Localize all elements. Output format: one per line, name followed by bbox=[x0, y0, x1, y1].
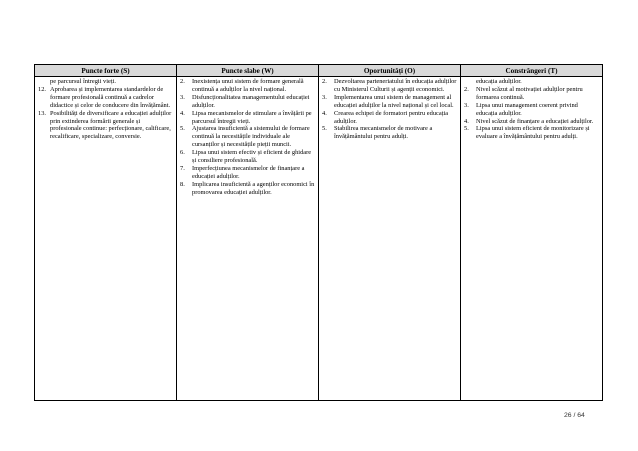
item-number: 4. bbox=[180, 109, 185, 117]
item-number: 3. bbox=[180, 93, 185, 101]
header-opportunities: Oportunități (O) bbox=[319, 65, 461, 77]
item-text: Dezvoltarea parteneriatului în educația adulților cu Ministerul Culturii și agenții economici. bbox=[334, 78, 457, 93]
threats-continuation: educația adulților. bbox=[476, 78, 522, 85]
strengths-cell bbox=[35, 77, 177, 401]
list-item bbox=[180, 181, 315, 197]
item-number: 8. bbox=[180, 180, 185, 188]
item-number: 12. bbox=[38, 85, 46, 93]
header-threats: Constrângeri (T) bbox=[461, 65, 603, 77]
item-text: Posibilități de diversificare a educației adulților prin extinderea formării generale și profesionale continue: perfecționare, calificare, recalificare, specializare, conversie. bbox=[50, 109, 172, 141]
header-weaknesses: Puncte slabe (W) bbox=[177, 65, 319, 77]
item-text: Aprobarea și implementarea standardelor de formare profesională continuă a cadrelor didactice și celor de conducere din învățământ. bbox=[50, 85, 171, 109]
list-item bbox=[464, 86, 599, 102]
list-item bbox=[180, 94, 315, 110]
item-text: Lipsa unui sistem eficient de monitorizare și evaluare a învățământului pentru adulți. bbox=[476, 125, 590, 141]
item-text: Lipsa unui management coerent privind educația adulților. bbox=[476, 101, 578, 117]
list-item bbox=[180, 165, 315, 181]
item-text: Lipsa unui sistem efectiv și eficient de ghidare și consiliere profesională. bbox=[192, 149, 312, 165]
item-text: Imperfecțiunea mecanismelor de finanțare a educației adulților. bbox=[192, 164, 305, 180]
swot-table bbox=[34, 64, 603, 401]
item-number: 5. bbox=[322, 125, 327, 133]
strengths-continuation: pe parcursul întregii vieți. bbox=[50, 78, 117, 85]
list-item bbox=[180, 78, 315, 94]
item-text: Ajustarea insuficientă a sistemului de formare continuă la necesitățile individuale ale cursanților și necesitățile pieții muncii. bbox=[192, 125, 310, 149]
item-text: Nivel scăzut al motivației adulților pentru formarea continuă. bbox=[476, 85, 583, 101]
item-text: Crearea echipei de formatori pentru educația adulților. bbox=[334, 109, 449, 125]
threats-cell bbox=[461, 77, 603, 401]
list-item bbox=[464, 125, 599, 141]
item-number: 6. bbox=[180, 149, 185, 157]
item-text: Nivel scăzut de finanțare a educației adulților. bbox=[476, 117, 594, 125]
item-text: Inexistența unui sistem de formare generală continuă a adulților la nivel național. bbox=[192, 78, 304, 93]
item-number: 2. bbox=[180, 78, 185, 85]
header-strengths: Puncte forte (S) bbox=[35, 65, 177, 77]
list-item bbox=[322, 110, 457, 126]
item-text: Stabilirea mecanismelor de motivare a învățământului pentru adulți. bbox=[334, 125, 433, 141]
item-number: 5. bbox=[464, 125, 469, 133]
item-number: 3. bbox=[464, 101, 469, 109]
list-item bbox=[38, 86, 173, 110]
item-text: Implementarea unui sistem de management al educației adulților la nivel național și cel local. bbox=[334, 93, 454, 109]
weaknesses-cell bbox=[177, 77, 319, 401]
list-item bbox=[180, 125, 315, 149]
list-item bbox=[464, 102, 599, 118]
opportunities-cell bbox=[319, 77, 461, 401]
list-item bbox=[180, 149, 315, 165]
list-item bbox=[322, 94, 457, 110]
item-number: 4. bbox=[464, 117, 469, 125]
item-text: Disfuncționalitatea managementului educației adulților. bbox=[192, 93, 310, 109]
item-number: 13. bbox=[38, 109, 46, 117]
list-item bbox=[38, 110, 173, 142]
item-text: Implicarea insuficientă a agenților economici în promovarea educației adulților. bbox=[192, 180, 315, 196]
page-number: 26 / 64 bbox=[564, 412, 585, 419]
list-item bbox=[464, 118, 599, 126]
list-item bbox=[322, 78, 457, 94]
item-number: 3. bbox=[322, 93, 327, 101]
item-number: 2. bbox=[464, 85, 469, 93]
list-item bbox=[322, 125, 457, 141]
item-number: 5. bbox=[180, 125, 185, 133]
item-number: 7. bbox=[180, 164, 185, 172]
swot-body-row bbox=[35, 77, 603, 401]
list-item bbox=[180, 110, 315, 126]
item-text: Lipsa mecanismelor de stimulare a învățării pe parcursul întregii vieți. bbox=[192, 109, 312, 125]
swot-header-row bbox=[35, 65, 603, 77]
item-number: 2. bbox=[322, 78, 327, 85]
item-number: 4. bbox=[322, 109, 327, 117]
